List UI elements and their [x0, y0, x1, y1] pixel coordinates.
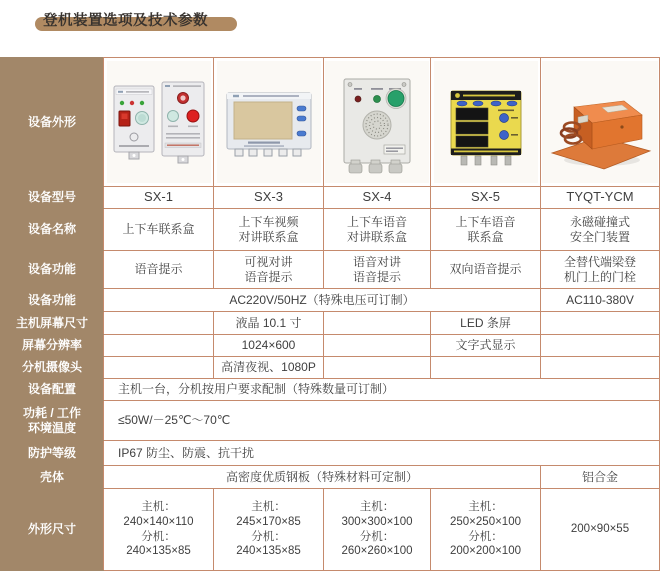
- cell-consumption: ≤50W/－25℃～70℃: [104, 401, 660, 441]
- cell-dimensions-sx5: [431, 489, 541, 571]
- row-label-dimensions: 外形尺寸: [1, 489, 104, 571]
- label-line: 环境温度: [27, 420, 76, 435]
- cell-line: 240×135×85: [236, 545, 301, 558]
- row-label-housing: 壳体: [1, 466, 104, 489]
- cell-line: 语音对讲: [352, 254, 401, 269]
- cell-model-sx3: SX-3: [214, 187, 324, 209]
- cell-line: 永磁碰撞式: [569, 214, 630, 229]
- cell-photo-sx5: [431, 58, 541, 187]
- cell-power-main: AC220V/50HZ（特殊电压可订制）: [104, 289, 541, 312]
- cell-line: 200×200×100: [450, 545, 521, 558]
- row-label-model: 设备型号: [1, 187, 104, 209]
- cell-model-sx5: SX-5: [431, 187, 541, 209]
- cell-line: 分机：: [141, 530, 176, 543]
- cell-power-tyqt: AC110-380V: [541, 289, 660, 312]
- cell-line: 机门上的门栓: [563, 269, 636, 284]
- cell-function-sx1: 语音提示: [104, 251, 214, 289]
- cell-photo-sx1: [104, 58, 214, 187]
- cell-resolution-tyqt: [541, 335, 660, 357]
- cell-function-sx3: [214, 251, 324, 289]
- cell-line: 240×135×85: [126, 545, 191, 558]
- row-name: [1, 209, 660, 251]
- sx3-product-photo: [217, 61, 321, 183]
- cell-camera-sx1: [104, 357, 214, 379]
- cell-line: 300×300×100: [341, 515, 413, 528]
- cell-camera-sx4: [324, 357, 431, 379]
- row-label-power: 设备功能: [1, 289, 104, 312]
- row-resolution: [1, 335, 660, 357]
- cell-photo-sx4: [324, 58, 431, 187]
- cell-camera-sx5: [431, 357, 541, 379]
- row-label-protection: 防护等级: [1, 441, 104, 466]
- cell-screen-sx1: [104, 312, 214, 335]
- cell-line: 上下车视频: [238, 214, 299, 229]
- row-config: [1, 379, 660, 401]
- cell-config: 主机一台，分机按用户要求配制（特殊数量可订制）: [104, 379, 660, 401]
- cell-resolution-sx3: 1024×600: [214, 335, 324, 357]
- cell-resolution-sx1: [104, 335, 214, 357]
- cell-line: 语音提示: [352, 269, 401, 284]
- tyqt-product-photo: [542, 61, 658, 183]
- row-housing: [1, 466, 660, 489]
- row-label-appearance: 设备外形: [1, 58, 104, 187]
- cell-resolution-sx4: [324, 335, 431, 357]
- cell-screen-sx5: LED 条屏: [431, 312, 541, 335]
- cell-line: 主机：: [468, 500, 503, 513]
- page-header: [0, 0, 660, 57]
- row-power: [1, 289, 660, 312]
- row-function: [1, 251, 660, 289]
- cell-camera-tyqt: [541, 357, 660, 379]
- row-label-screen: 主机屏幕尺寸: [1, 312, 104, 335]
- cell-line: 上下车语音: [346, 214, 407, 229]
- cell-name-tyqt: [541, 209, 660, 251]
- cell-name-sx5: [431, 209, 541, 251]
- row-label-name: 设备名称: [1, 209, 104, 251]
- cell-line: 联系盒: [467, 229, 504, 244]
- sx5-product-photo: [434, 61, 538, 183]
- cell-line: 对讲联系盒: [346, 229, 407, 244]
- row-label-consumption: [1, 401, 104, 441]
- row-label-camera: 分机摄像头: [1, 357, 104, 379]
- cell-line: 安全门装置: [569, 229, 630, 244]
- cell-name-sx3: [214, 209, 324, 251]
- row-label-config: 设备配置: [1, 379, 104, 401]
- label-line: 功耗 / 工作: [22, 405, 81, 420]
- cell-protection: IP67 防尘、防震、抗干扰: [104, 441, 660, 466]
- cell-dimensions-sx4: [324, 489, 431, 571]
- cell-line: 250×250×100: [450, 515, 521, 528]
- cell-model-sx4: SX-4: [324, 187, 431, 209]
- row-dimensions: [1, 489, 660, 571]
- cell-screen-tyqt: [541, 312, 660, 335]
- row-screen: [1, 312, 660, 335]
- cell-line: 可视对讲: [244, 254, 293, 269]
- cell-name-sx1: 上下车联系盒: [104, 209, 214, 251]
- cell-dimensions-sx3: [214, 489, 324, 571]
- page-title: 登机装置选项及技术参数: [43, 13, 208, 29]
- spec-table: [0, 57, 660, 571]
- cell-line: 260×260×100: [341, 545, 413, 558]
- cell-line: 分机：: [251, 530, 286, 543]
- row-camera: [1, 357, 660, 379]
- cell-dimensions-sx1: [104, 489, 214, 571]
- row-label-function: 设备功能: [1, 251, 104, 289]
- cell-dimensions-tyqt: 200×90×55: [541, 489, 660, 571]
- cell-line: 主机：: [141, 500, 176, 513]
- cell-line: 对讲联系盒: [238, 229, 299, 244]
- cell-photo-tyqt: [541, 58, 660, 187]
- cell-line: 240×140×110: [123, 515, 194, 528]
- row-model: [1, 187, 660, 209]
- cell-model-tyqt: TYQT-YCM: [541, 187, 660, 209]
- cell-line: 主机：: [251, 500, 286, 513]
- cell-line: 分机：: [468, 530, 503, 543]
- cell-resolution-sx5: 文字式显示: [431, 335, 541, 357]
- sx1-product-photo: [107, 61, 211, 183]
- cell-screen-sx3: 液晶 10.1 寸: [214, 312, 324, 335]
- cell-photo-sx3: [214, 58, 324, 187]
- cell-line: 上下车语音: [455, 214, 516, 229]
- row-label-resolution: 屏幕分辨率: [1, 335, 104, 357]
- cell-function-sx4: [324, 251, 431, 289]
- row-protection: [1, 441, 660, 466]
- cell-camera-sx3: 高清夜视、1080P: [214, 357, 324, 379]
- cell-line: 分机：: [359, 530, 395, 543]
- cell-function-sx5: 双向语音提示: [431, 251, 541, 289]
- cell-line: 245×170×85: [236, 515, 301, 528]
- cell-line: 主机：: [359, 500, 395, 513]
- sx4-product-photo: [325, 61, 429, 183]
- cell-housing-tyqt: 铝合金: [541, 466, 660, 489]
- row-consumption: [1, 401, 660, 441]
- cell-line: 全替代端梁登: [563, 254, 636, 269]
- cell-line: 语音提示: [244, 269, 293, 284]
- cell-name-sx4: [324, 209, 431, 251]
- row-appearance: [1, 58, 660, 187]
- cell-function-tyqt: [541, 251, 660, 289]
- cell-model-sx1: SX-1: [104, 187, 214, 209]
- cell-screen-sx4: [324, 312, 431, 335]
- cell-housing-main: 高密度优质钢板（特殊材料可定制）: [104, 466, 541, 489]
